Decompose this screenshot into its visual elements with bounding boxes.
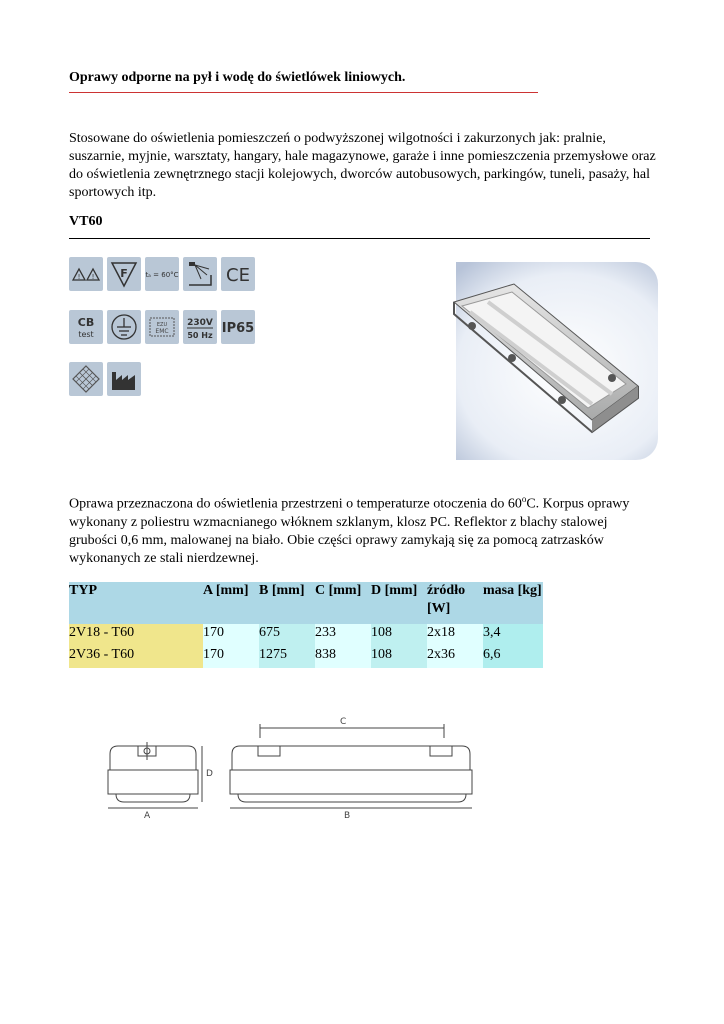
technical-drawing [100,712,480,822]
page-title: Oprawy odporne na pył i wodę do świetlówek liniowych. [69,70,406,85]
table-header-row [69,582,543,624]
table-row [69,624,543,646]
cell-typ: 2V36 - T60 [69,646,203,668]
dimension-a-label: A [144,811,151,821]
cell-typ: 2V18 - T60 [69,624,203,646]
product-photo [432,262,658,460]
header-c: C [mm] [315,582,371,624]
header-typ: TYP [69,582,203,624]
voltage-icon [183,310,217,344]
cell-a: 170 [203,624,259,646]
cell-d: 108 [371,624,427,646]
water-spray-icon [183,257,217,291]
header-d: D [mm] [371,582,427,624]
svg-text:IP65: IP65 [222,321,254,336]
spec-table [69,582,543,668]
cell-c: 838 [315,646,371,668]
ground-icon [107,310,141,344]
model-divider [69,238,650,239]
description-paragraph [69,490,659,568]
header-mass: masa [kg] [483,582,543,624]
model-heading: VT60 [69,214,103,229]
svg-text:CE: CE [226,265,250,286]
intro-paragraph: Stosowane do oświetlenia pomieszczeń o podwyższonej wilgotności i zakurzonych jak: pralnie, suszarnie, myjnie, warsztaty, hangary, hale magazynowe, garaże i inne pomieszczenia przemysłowe oraz do oświetlenia zewnętrznego stacji kolejowych, dworców autobusowych, parkingów, tuneli, pasaży, hal sportowych itp. [69,131,656,200]
header-a: A [mm] [203,582,259,624]
cell-b: 1275 [259,646,315,668]
svg-text:EZU: EZU [156,322,168,328]
svg-text:tₐ = 60°C: tₐ = 60°C [145,271,179,279]
emc-icon [145,310,179,344]
f-mark-icon [107,257,141,291]
cell-mass: 3,4 [483,624,543,646]
header-b: B [mm] [259,582,315,624]
svg-text:230V: 230V [187,318,213,328]
cell-c: 233 [315,624,371,646]
svg-text:!: ! [91,273,95,281]
svg-text:50 Hz: 50 Hz [187,331,213,340]
svg-text:CB: CB [77,316,95,329]
header-source: źródło [W] [427,582,483,624]
ce-mark-icon [221,257,255,291]
cell-source: 2x18 [427,624,483,646]
cell-a: 170 [203,646,259,668]
dimension-b-label: B [344,811,351,821]
title-divider [69,92,538,93]
front-view [230,724,472,808]
description-part-a: Oprawa przeznaczona do oświetlenia przestrzeni o temperaturze otoczenia do 60 [69,496,522,512]
temperature-icon [145,257,179,291]
factory-icon [107,362,141,396]
svg-text:!: ! [77,273,81,281]
degree-superscript: o [521,494,527,504]
cell-d: 108 [371,646,427,668]
cb-test-icon [69,310,103,344]
ip65-icon [221,310,255,344]
svg-text:EMC: EMC [155,328,169,335]
cell-mass: 6,6 [483,646,543,668]
description-part-b: C. Korpus oprawy wykonany z poliestru wzmacnianego włóknem szklanym, klosz PC. Reflektor z blachy stalowej grubości 0,6 mm, malowanej na biało. Obie części oprawy zamykają się za pomocą zatrzasków wykonanych ze stali nierdzewnej. [69,496,630,566]
cell-source: 2x36 [427,646,483,668]
diamond-grid-icon [69,362,103,396]
dimension-c-label: C [340,717,347,727]
table-row [69,646,543,668]
cell-b: 675 [259,624,315,646]
warning-triangles-icon [69,257,103,291]
svg-text:F: F [120,267,128,280]
side-view [108,742,202,808]
dimension-d-label: D [206,769,213,779]
svg-text:test: test [78,330,94,339]
